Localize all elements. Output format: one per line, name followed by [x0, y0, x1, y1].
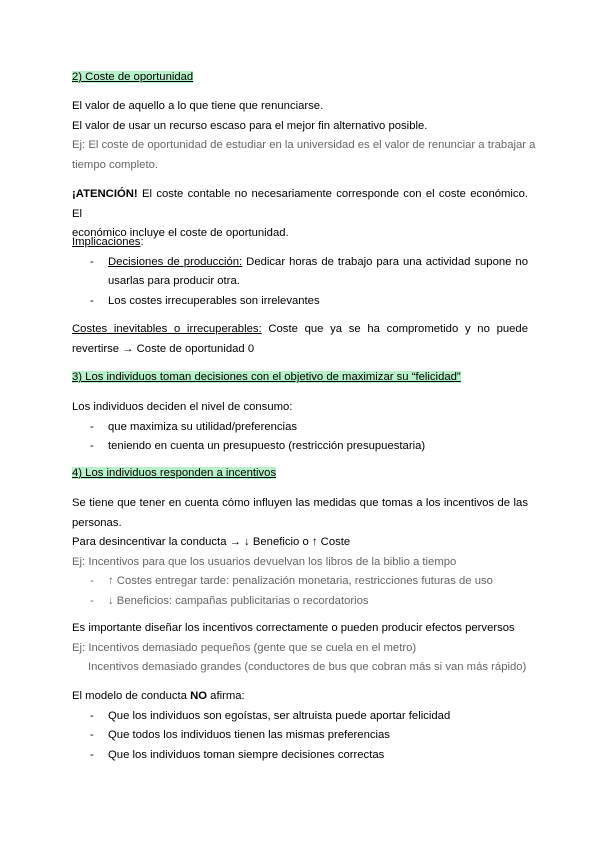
s4-para-line-1: Se tiene que tener en cuenta cómo influyen las medidas que tomas a los incentivos de las: [72, 497, 528, 509]
definition-line-1: El valor de aquello a lo que tiene que renunciarse.: [72, 100, 324, 112]
implicaciones-label: Implicaciones: [72, 236, 141, 248]
atencion-label: ¡ATENCIÓN!: [72, 188, 138, 200]
atencion-line-2: económico incluye el coste de oportunidad.: [72, 227, 289, 239]
bullet-2-text: Los costes irrecuperables son irrelevantes: [108, 294, 320, 307]
list-item: [72, 418, 528, 438]
definition-line-2: El valor de usar un recurso escaso para el mejor fin alternativo posible.: [72, 119, 428, 132]
s4-example-2-line-1: Ej: Incentivos demasiado pequeños (gente que se cuela en el metro): [72, 641, 417, 654]
bullet-dash: -: [90, 575, 94, 587]
implicaciones-block: [72, 233, 528, 311]
costes-block: [72, 320, 528, 359]
definition-block: [72, 97, 536, 175]
list-item: [72, 292, 528, 312]
atencion-line-1: [72, 185, 528, 224]
bullet-dash: -: [90, 729, 94, 741]
section-3-heading-block: [72, 368, 528, 388]
modelo-bullet-1: Que los individuos son egoístas, ser altruista puede aportar felicidad: [108, 709, 451, 722]
bullet-dash: -: [90, 440, 94, 452]
modelo-intro-post: afirma:: [207, 690, 245, 702]
section-4-body: [72, 494, 528, 611]
bullet-dash: -: [90, 420, 94, 433]
bullet-dash: -: [90, 255, 94, 268]
example-line-2: tiempo completo.: [72, 158, 159, 171]
bullet-1-line-2: usarlas para producir otra.: [108, 275, 240, 287]
s4-para-line-2: personas.: [72, 516, 122, 529]
bullet-dash: -: [90, 709, 94, 722]
bullet-1-line-1: [108, 253, 528, 273]
bullet-dash: -: [90, 594, 94, 607]
s3-bullet-2: teniendo en cuenta un presupuesto (restricción presupuestaria): [108, 440, 426, 452]
modelo-bullet-2: Que todos los individuos tienen las mismas preferencias: [108, 729, 390, 741]
section-3-heading: 3) Los individuos toman decisiones con el objetivo de maximizar su “felicidad”: [72, 371, 461, 383]
costes-text-1: Coste que ya se ha comprometido y no puede: [261, 323, 528, 335]
list-item: [72, 253, 528, 292]
list-item: [72, 707, 528, 727]
section-4-heading-block: [72, 464, 528, 484]
section-2-heading-block: [72, 68, 528, 88]
section-3-body: [72, 398, 528, 457]
section-4-importante: [72, 619, 528, 678]
section-4-heading: 4) Los individuos responden a incentivos: [72, 467, 277, 479]
bullet-1-label: Decisiones de producción:: [108, 255, 243, 268]
s4-importante: Es importante diseñar los incentivos correctamente o pueden producir efectos perversos: [72, 622, 515, 634]
s3-bullet-1: que maximiza su utilidad/preferencias: [108, 420, 298, 433]
s4-desincentivar: Para desincentivar la conducta → ↓ Beneficio o ↑ Coste: [72, 536, 351, 548]
list-item: [72, 437, 528, 457]
costes-label: Costes inevitables o irrecuperables:: [72, 323, 262, 335]
modelo-intro: [72, 687, 528, 707]
costes-line-1: [72, 320, 528, 340]
s4-ej1-bullet-2: ↓ Beneficios: campañas publicitarias o recordatorios: [108, 594, 369, 607]
list-item: [72, 592, 528, 612]
modelo-intro-no: NO: [190, 690, 208, 702]
implicaciones-heading: [72, 233, 528, 253]
bullet-dash: -: [90, 294, 94, 307]
s4-example-1: Ej: Incentivos para que los usuarios devuelvan los libros de la biblio a tiempo: [72, 555, 457, 568]
atencion-text-1: El coste contable no necesariamente corresponde con el coste económico. El: [72, 188, 528, 220]
s4-ej1-bullet-1: ↑ Costes entregar tarde: penalización monetaria, restricciones futuras de uso: [108, 575, 493, 587]
modelo-block: [72, 687, 528, 765]
bullet-dash: -: [90, 748, 94, 761]
implicaciones-colon: :: [140, 236, 144, 248]
example-line-1: Ej: El coste de oportunidad de estudiar en la universidad es el valor de renunciar a trabajar a: [72, 139, 536, 151]
list-item: [72, 572, 528, 592]
modelo-bullet-3: Que los individuos toman siempre decisiones correctas: [108, 748, 385, 761]
modelo-intro-pre: El modelo de conducta: [72, 690, 191, 702]
section-3-intro: Los individuos deciden el nivel de consumo:: [72, 401, 293, 413]
list-item: [72, 746, 528, 766]
bullet-1-text-1: Dedicar horas de trabajo para una actividad supone no: [242, 255, 528, 268]
section-2-heading: 2) Coste de oportunidad: [72, 71, 194, 83]
costes-line-2: revertirse → Coste de oportunidad 0: [72, 342, 255, 355]
list-item: [72, 726, 528, 746]
s4-example-2-line-2: Incentivos demasiado grandes (conductores de bus que cobran más si van más rápido): [88, 661, 527, 673]
